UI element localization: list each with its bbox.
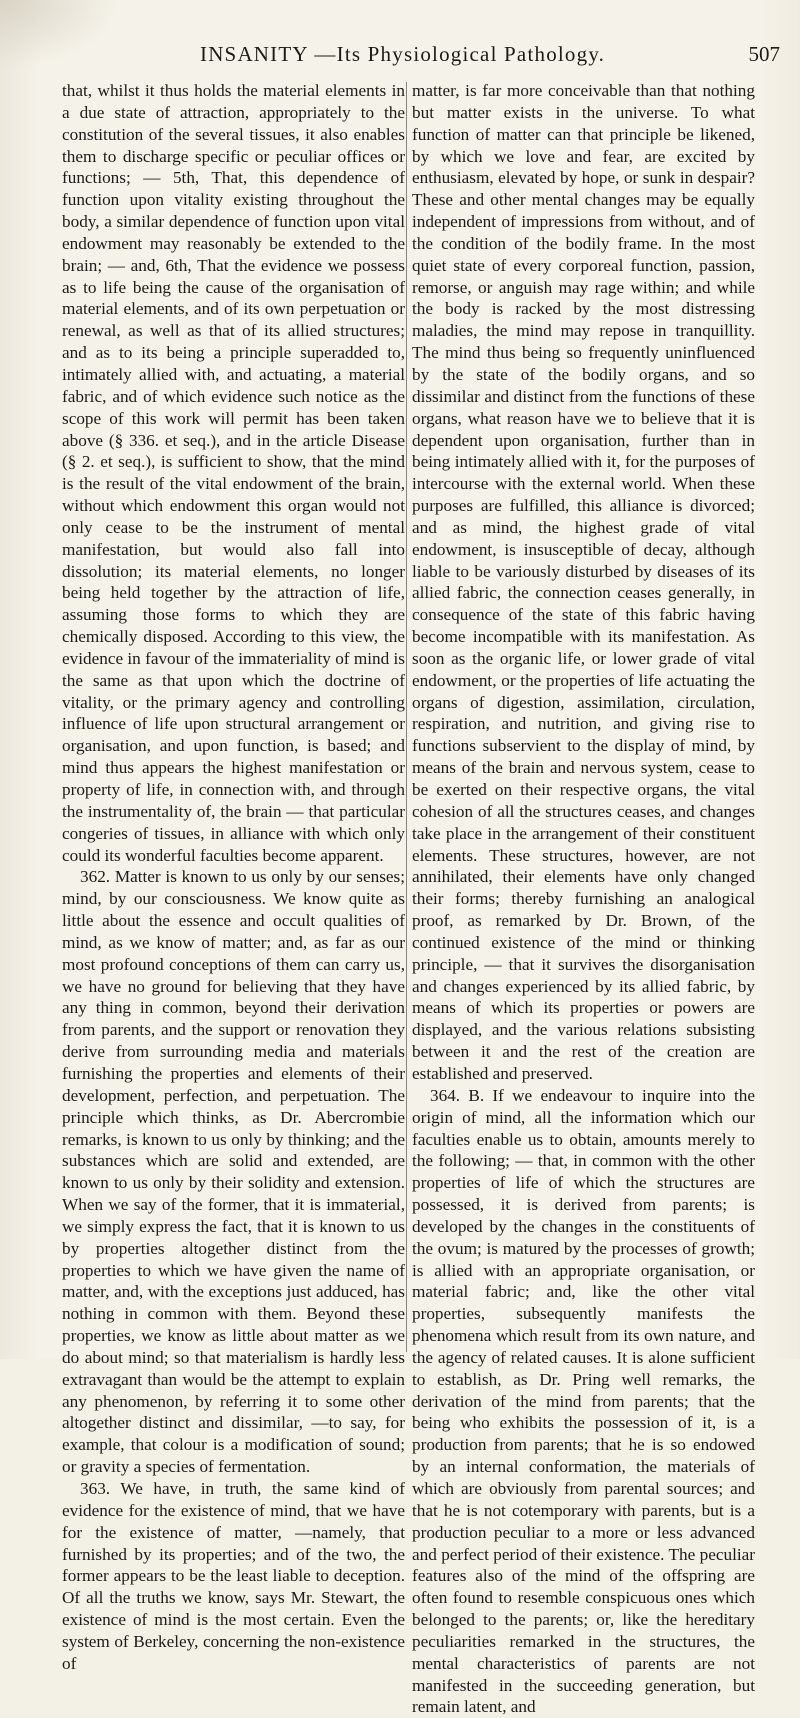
page-number: 507 <box>748 42 780 66</box>
paragraph-364: 364. B. If we endeavour to inquire into the origin of mind, all the information which our faculties enable us to obtain, amounts merely to the following; — that, in common with the other properties of life of which the structures are possessed, it is derived from parents; is developed by the changes in the constituents of the ovum; is matured by the processes of growth; is allied with an appropriate organisation, or material fabric; and, like the other vital properties, subsequently manifests the phenomena which result from its own nature, and the agency of related causes. It is alone sufficient to establish, as Dr. Pring well remarks, the derivation of the mind from parents; that the being who exhibits the possession of it, is a production from parents; that he is so endowed by an internal conformation, the materials of which are obviously from parental sources; and that he is not cotemporary with parents, but is a production peculiar to a more or less advanced and perfect period of their existence. The peculiar features also of the mind of the offspring are often found to resemble conspicuous ones which belonged to the parents; or, like the hereditary peculiarities remarked in the structures, the mental characteristics of parents are not manifested in the succeeding generation, but remain latent, and <box>412 1085 755 1717</box>
right-paragraph-continued: matter, is far more conceivable than that nothing but matter exists in the universe. To what function of matter can that principle be likened, by which we love and fear, are excited by enthusiasm, elevated by hope, or sunk in despair? These and other mental changes may be equally independent of impressions from without, and of the condition of the bodily frame. In the most quiet state of every corporeal function, passion, remorse, or anguish may rage within; and while the body is racked by the most distressing maladies, the mind may repose in tranquillity. The mind thus being so frequently uninfluenced by the state of the bodily organs, and so dissimilar and distinct from the functions of these organs, what reason have we to believe that it is dependent upon organisation, further than in being intimately allied with it, for the purposes of intercourse with the external world. When these purposes are fulfilled, this alliance is divorced; and as mind, the highest grade of vital endowment, is insusceptible of decay, although liable to be variously disturbed by diseases of its allied fabric, the connection ceases generally, in consequence of the state of this fabric having become incompatible with its manifestation. As soon as the organic life, or lower grade of vital endowment, or the properties of life actuating the organs of digestion, assimilation, circulation, respiration, and nutrition, and giving rise to functions subservient to the display of mind, by means of the brain and nervous system, cease to be exerted on their respective organs, the vital cohesion of all the structures ceases, and changes take place in the arrangement of their constituent elements. These structures, however, are not annihilated, their elements have only changed their forms; thereby furnishing an analogical proof, as remarked by Dr. Brown, of the continued existence of the mind or thinking principle, — that it survives the disorganisation and changes experienced by its allied fabric, by means of which its properties or powers are displayed, and the various relations subsisting between it and the rest of the creation are established and preserved. <box>412 81 755 1083</box>
right-column <box>412 80 755 1718</box>
running-head <box>60 42 780 76</box>
left-column <box>62 80 405 1675</box>
running-title: INSANITY —Its Physiological Pathology. <box>200 42 606 66</box>
paragraph-363: 363. We have, in truth, the same kind of evidence for the existence of mind, that we have for the existence of matter, —namely, that furnished by its properties; and of the two, the former appears to be the least liable to deception. Of all the truths we know, says Mr. Stewart, the existence of mind is the most certain. Even the system of Berkeley, concerning the non-existence of <box>62 1479 405 1673</box>
left-paragraph-continued: that, whilst it thus holds the material elements in a due state of attraction, appropriately to the constitution of the several tissues, it also enables them to discharge specific or peculiar offices or functions; — 5th, That, this dependence of function upon vitality existing throughout the body, a similar dependence of function upon vital endowment may reasonably be extended to the brain; — and, 6th, That the evidence we possess as to life being the cause of the organisation of material elements, and of its own perpetuation or renewal, as well as that of its allied structures; and as to its being a principle superadded to, intimately allied with, and actuating, a material fabric, and of which evidence such notice as the scope of this work will permit has been taken above (§ 336. et seq.), and in the article Disease (§ 2. et seq.), is sufficient to show, that the mind is the result of the vital endowment of the brain, without which endowment this organ would not only cease to be the instrument of mental manifestation, but would also fall into dissolution; its material elements, no longer being held together by the attraction of life, assuming those forms to which they are chemically disposed. According to this view, the evidence in favour of the immateriality of mind is the same as that upon which the doctrine of vitality, or the primary agency and controlling influence of life upon structural arrangement or organisation, and upon function, is based; and mind thus appears the highest manifestation or property of life, in connection with, and through the instrumentality of, the brain — that particular congeries of tissues, in alliance with which only could its wonderful faculties become apparent. <box>62 81 405 865</box>
paragraph-362: 362. Matter is known to us only by our senses; mind, by our consciousness. We know quite as little about the essence and occult qualities of mind, as we know of matter; and, as far as our most profound conceptions of them can carry us, we have no ground for believing that they have any thing in common, beyond their derivation from parents, and the support or renovation they derive from surrounding media and materials furnishing the properties and elements of their development, perfection, and perpetuation. The principle which thinks, as Dr. Abercrombie remarks, is known to us only by thinking; and the substances which are solid and extended, are known to us only by their solidity and extension. When we say of the former, that it is immaterial, we simply express the fact, that it is known to us by properties altogether distinct from the properties to which we have given the name of matter, and, with the exceptions just adduced, has nothing in common with them. Beyond these properties, we know as little about matter as we do about mind; so that materialism is hardly less extravagant than would be the attempt to explain any phenomenon, by referring it to some other altogether distinct and dissimilar, —to say, for example, that colour is a modification of sound; or gravity a species of fermentation. <box>62 867 405 1477</box>
column-divider <box>406 82 407 1352</box>
